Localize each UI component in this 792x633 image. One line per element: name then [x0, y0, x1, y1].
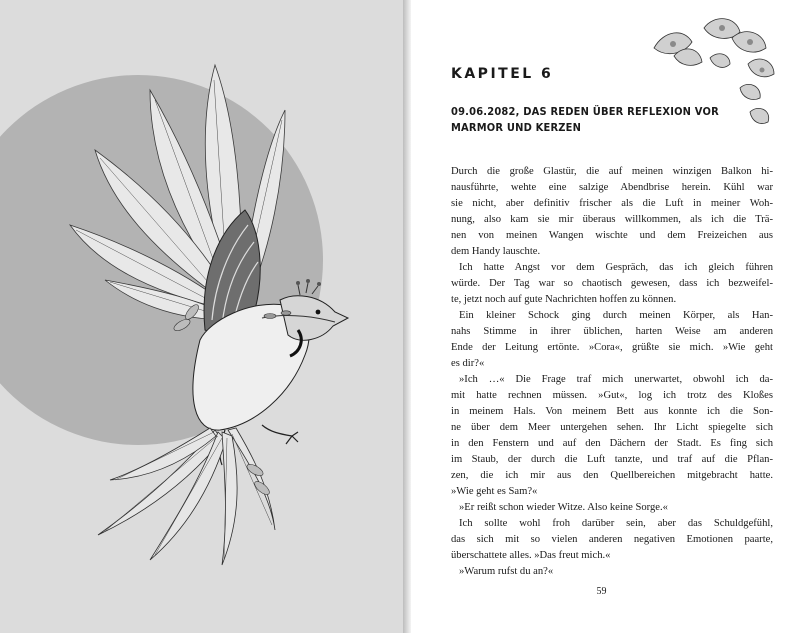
- text-line: nung, also kam sie mir überaus willkommen, als ich die Trä-: [451, 214, 773, 225]
- text-line: würde. Der Tag war so chaotisch gewesen, dass ich bezweifel-: [451, 278, 773, 289]
- text-line: »Er reißt schon wieder Witze. Also keine Sorge.«: [459, 502, 668, 513]
- text-line: Ein kleiner Schock ging durch meinen Körper, als Han-: [459, 310, 773, 321]
- text-line: im Staub, der durch die Luft tanzte, und traf auf die Pflan-: [451, 454, 773, 465]
- text-line: »Warum rufst du an?«: [459, 566, 554, 577]
- leafy-tail-icon: [98, 428, 275, 565]
- text-line: nen von meinen Wangen wischte und dem Freizeichen aus: [451, 230, 773, 241]
- page-number: 59: [596, 586, 607, 597]
- text-line: Ich hatte Angst vor dem Gespräch, das ich gleich führen: [459, 262, 773, 273]
- text-line: zen, die ich mir aus den Quellbereichen mitgebracht hatte.: [451, 470, 773, 481]
- text-line: ne über dem Meer untergehen sehen. Ihr Licht spiegelte sich: [451, 422, 773, 433]
- text-line: Durch die große Glastür, die auf meinen winzigen Balkon hi-: [451, 166, 773, 177]
- text-line: in den Fenstern und auf den Dächern der Stadt. Es fing sich: [451, 438, 773, 449]
- text-line: in meinem Hals. Von meinem Bett aus konnte ich die Son-: [451, 406, 773, 417]
- book-gutter: [403, 0, 411, 633]
- text-line: sie nicht, aber definitiv frischer als die Luft in meiner Woh-: [451, 198, 773, 209]
- chapter-label: KAPITEL 6: [451, 66, 554, 82]
- text-line: mit hatte rechnen müssen. »Gut«, log ich trotz des Kloßes: [451, 390, 773, 401]
- text-line: nausführte, wehte eine salzige Abendbrise herein. Kühl war: [451, 182, 773, 193]
- chapter-title-line: 09.06.2082, DAS REDEN ÜBER REFLEXION VOR: [451, 105, 719, 118]
- chapter-title-line: MARMOR UND KERZEN: [451, 121, 582, 134]
- text-line: »Ich …« Die Frage traf mich unerwartet, obwohl ich da-: [459, 374, 773, 385]
- text-line: »Wie geht es Sam?«: [451, 486, 538, 497]
- text-line: te, jetzt noch auf gute Nachrichten hoffen zu können.: [451, 294, 677, 305]
- text-line: nahs Stimme in ihrer üblichen, harten Weise am anderen: [451, 326, 773, 337]
- text-line: Ich sollte wohl froh darüber sein, aber das Schuldgefühl,: [459, 518, 773, 529]
- body-text: [451, 164, 773, 580]
- text-line: es dir?«: [451, 358, 485, 369]
- right-page: [411, 0, 792, 633]
- text-line: dem Handy lauschte.: [451, 246, 541, 257]
- text-line: Ende der Leitung ertönte. »Cora«, grüßte sie mich. »Wie geht: [451, 342, 773, 353]
- text-line: überschattete alles. »Das freut mich.«: [451, 550, 611, 561]
- chapter-title: [451, 104, 721, 136]
- text-line: das sich mit so vielen anderen negativen Emotionen paarte,: [451, 534, 773, 545]
